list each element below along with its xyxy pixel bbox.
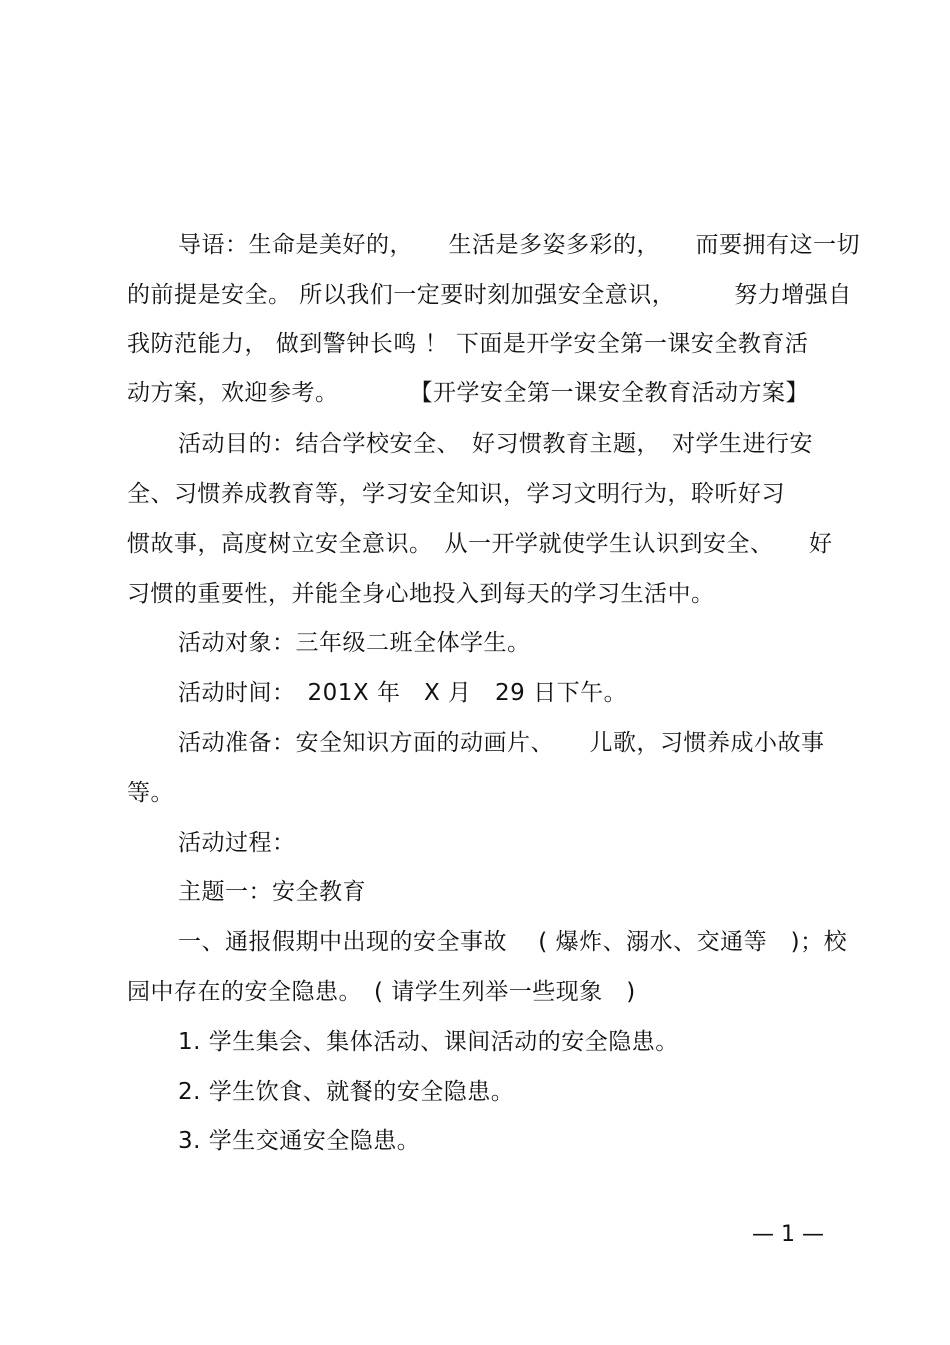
text-line-8: 习惯的重要性，并能全身心地投入到每天的学习生活中。: [127, 581, 715, 607]
text-line-3: 我防范能力， 做到警钟长鸣 ！ 下面是开学安全第一课安全教育活: [127, 331, 809, 357]
text-line-14: 主题一：安全教育: [178, 879, 366, 905]
text-line-9: 活动对象：三年级二班全体学生。: [178, 630, 531, 656]
text-line-4: 动方案，欢迎参考。 【开学安全第一课安全教育活动方案】: [127, 380, 809, 406]
text-line-12: 等。: [127, 780, 174, 806]
text-line-7: 惯故事，高度树立安全意识。 从一开学就使学生认识到安全、 好: [127, 531, 833, 557]
text-line-17: 1. 学生集会、集体活动、课间活动的安全隐患。: [178, 1029, 679, 1055]
text-line-16: 园中存在的安全隐患。 ( 请学生列举一些现象 ): [127, 979, 636, 1005]
text-line-6: 全、习惯养成教育等，学习安全知识，学习文明行为，聆听好习: [127, 481, 785, 507]
page-number: — 1 —: [752, 1222, 824, 1247]
text-line-5: 活动目的：结合学校安全、 好习惯教育主题， 对学生进行安: [178, 431, 813, 457]
text-line-1: 导语：生命是美好的， 生活是多姿多彩的， 而要拥有这一切: [178, 232, 860, 258]
text-line-10: 活动时间： 201X 年 X 月 29 日下午。: [178, 680, 628, 706]
text-line-15: 一、通报假期中出现的安全事故 ( 爆炸、溺水、交通等 )；校: [178, 929, 848, 955]
text-line-19: 3. 学生交通安全隐患。: [178, 1128, 421, 1154]
text-line-13: 活动过程：: [178, 830, 296, 856]
text-line-2: 的前提是安全。 所以我们一定要时刻加强安全意识， 努力增强自: [127, 282, 852, 308]
text-line-11: 活动准备：安全知识方面的动画片、 儿歌，习惯养成小故事: [178, 730, 825, 756]
text-line-18: 2. 学生饮食、就餐的安全隐患。: [178, 1079, 515, 1105]
